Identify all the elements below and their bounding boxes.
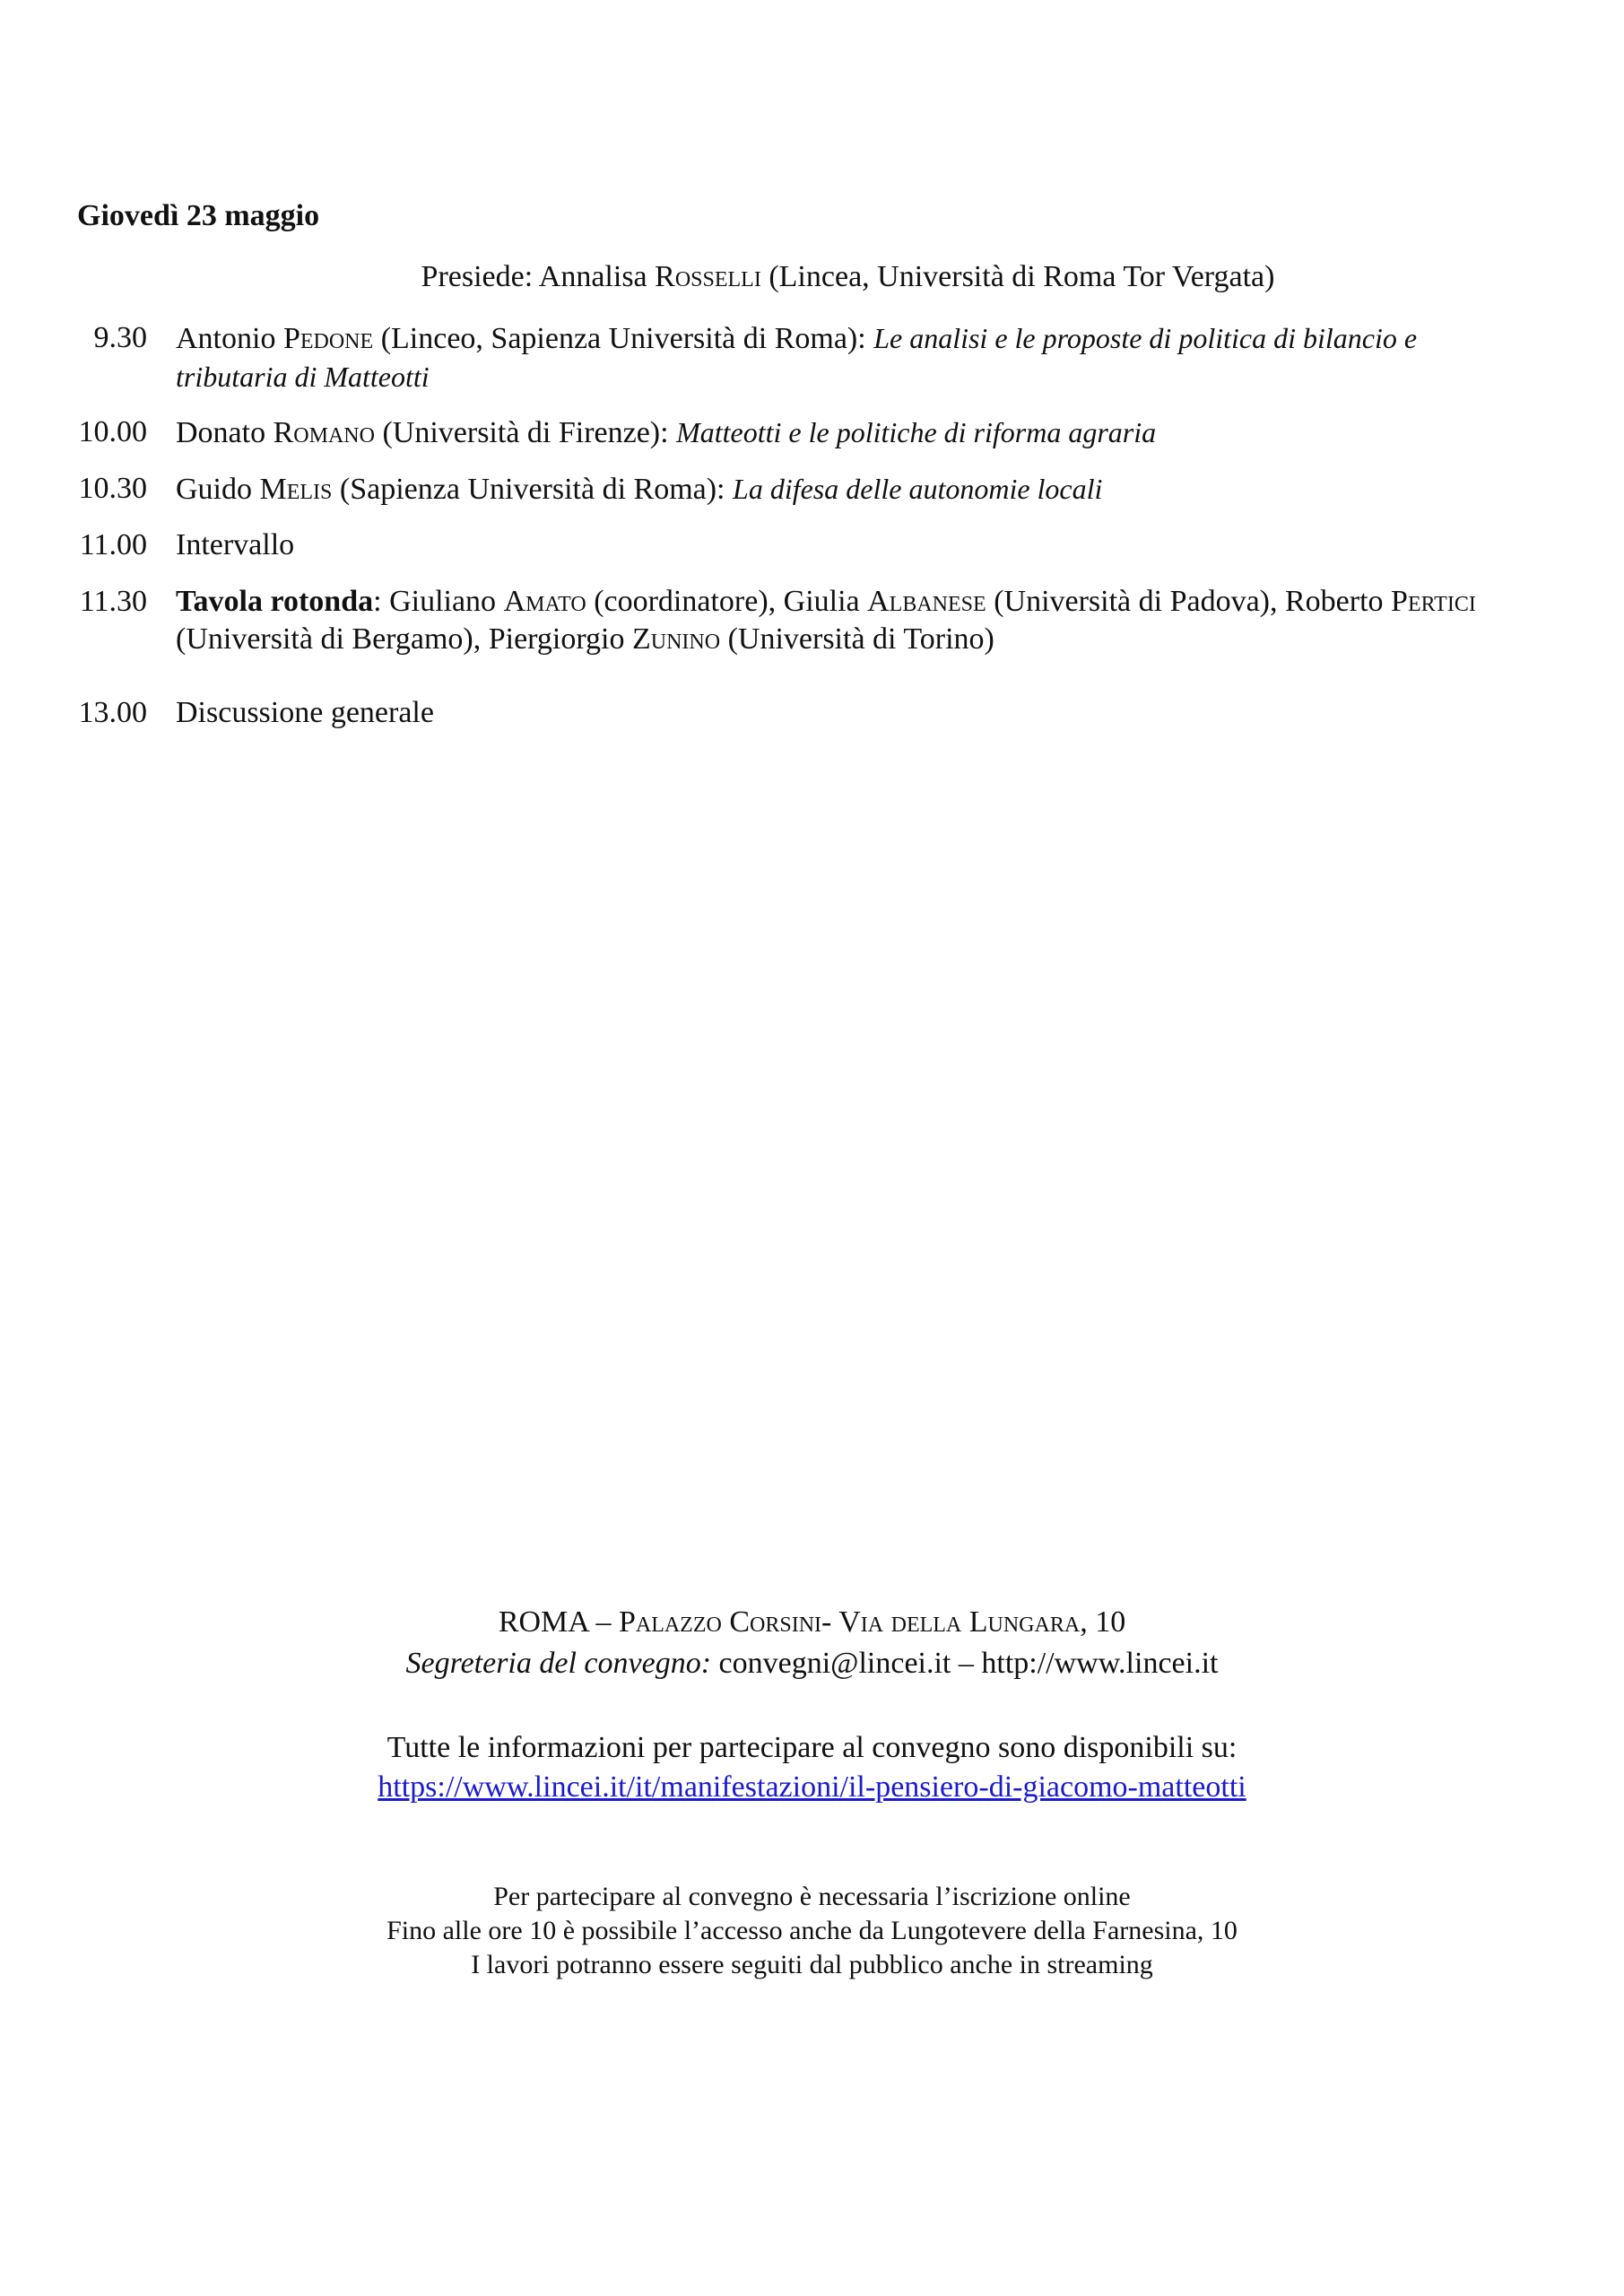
secretariat-line: [0, 1647, 1624, 1681]
panelist-surname: Pertici: [1391, 585, 1476, 618]
schedule-content: [176, 470, 1512, 509]
secretariat-contact: convegni@lincei.it – http://www.lincei.it: [711, 1647, 1219, 1680]
schedule-time: 10.00: [78, 415, 147, 448]
talk-title: Matteotti e le politiche di riforma agraria: [676, 416, 1157, 448]
schedule-time: 13.00: [78, 696, 147, 729]
talk-title: La difesa delle autonomie locali: [733, 473, 1103, 505]
info-link[interactable]: https://www.lincei.it/it/manifestazioni/il-pensiero-di-giacomo-matteotti: [378, 1770, 1246, 1804]
panel-text: (Università di Padova), Roberto: [986, 585, 1392, 618]
schedule-content: [176, 319, 1512, 396]
speaker-name: Antonio: [176, 322, 283, 355]
speaker-affiliation: (Linceo, Sapienza Università di Roma):: [373, 322, 874, 355]
chair-prefix: Presiede: Annalisa: [421, 260, 656, 293]
speaker-surname: Pedone: [282, 322, 374, 355]
panel-text: (Università di Torino): [720, 622, 994, 656]
schedule-time: 10.30: [78, 472, 147, 505]
info-text: Tutte le informazioni per partecipare al convegno sono disponibili su:: [386, 1731, 1238, 1764]
speaker-surname: Romano: [273, 416, 375, 449]
schedule-time: 9.30: [93, 321, 147, 354]
session-chair: [0, 260, 1624, 294]
panel-text: (Università di Bergamo), Piergiorgio: [176, 622, 632, 656]
venue-address: Palazzo Corsini- Via della Lungara, 10: [618, 1605, 1126, 1639]
chair-surname: Rosselli: [655, 260, 761, 293]
panelist-surname: Albanese: [867, 585, 986, 618]
speaker-name: Guido: [176, 473, 260, 506]
speaker-affiliation: (Università di Firenze):: [374, 416, 677, 449]
chair-affiliation: (Lincea, Università di Roma Tor Vergata): [760, 260, 1275, 293]
speaker-affiliation: (Sapienza Università di Roma):: [332, 473, 734, 506]
registration-note: Per partecipare al convegno è necessaria l’iscrizione online: [493, 1882, 1131, 1911]
break-label: Intervallo: [176, 528, 295, 561]
schedule-time: 11.00: [79, 528, 147, 561]
panelist-surname: Zunino: [632, 622, 721, 656]
panel-text: (coordinatore), Giulia: [586, 585, 868, 618]
venue-city: ROMA –: [498, 1605, 619, 1639]
schedule-time: 11.30: [79, 585, 147, 618]
talk-title: Le analisi e le proposte di politica di bilancio e tributaria di Matteotti: [176, 322, 1418, 393]
streaming-note: I lavori potranno essere seguiti dal pubblico anche in streaming: [471, 1950, 1153, 1979]
schedule-content: [176, 583, 1512, 658]
panelist-surname: Amato: [503, 585, 586, 618]
round-table-label: Tavola rotonda: [176, 585, 374, 618]
secretariat-label: Segreteria del convegno:: [405, 1647, 712, 1680]
discussion-label: Discussione generale: [176, 696, 434, 729]
day-heading: Giovedì 23 maggio: [77, 199, 320, 232]
access-note: Fino alle ore 10 è possibile l’accesso anche da Lungotevere della Farnesina, 10: [386, 1916, 1238, 1945]
panel-text: : Giuliano: [373, 585, 504, 618]
schedule-content: [176, 413, 1512, 452]
speaker-name: Donato: [176, 416, 274, 449]
venue-line: [0, 1605, 1624, 1639]
speaker-surname: Melis: [259, 473, 333, 506]
